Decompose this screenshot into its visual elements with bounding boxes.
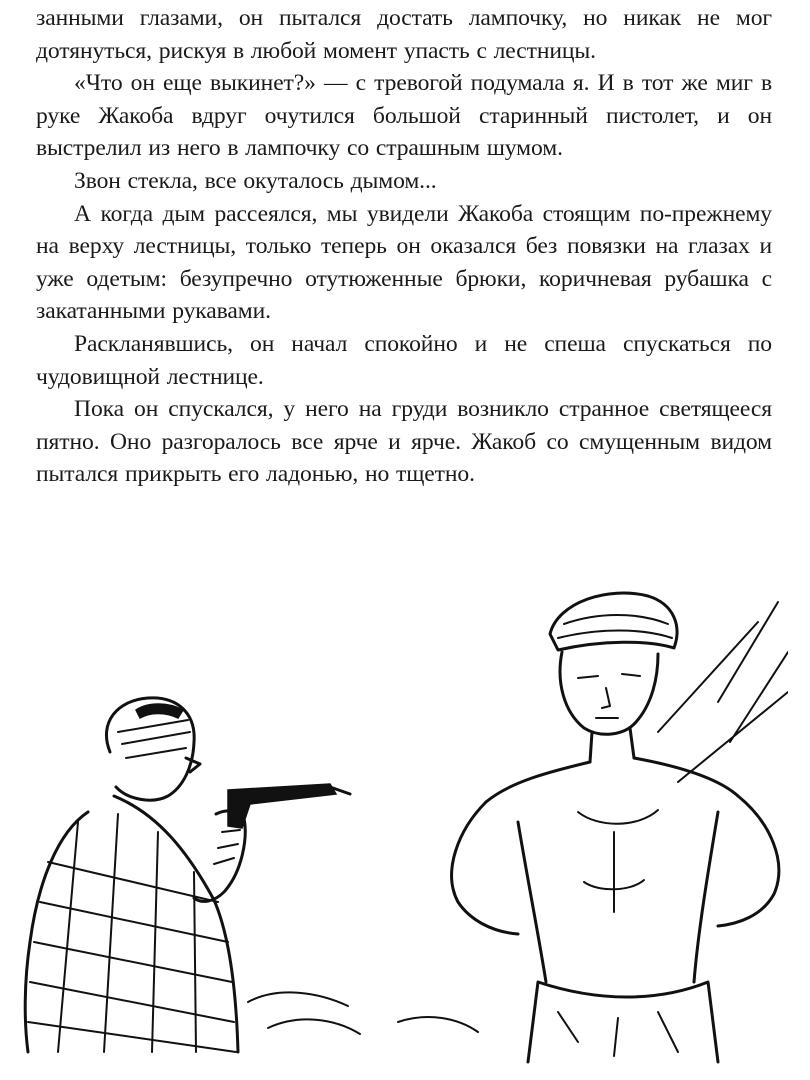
paragraph-2: «Что он еще выкинет?» — с тревогой подумала я. И в тот же миг в руке Жакоба вдруг очутился большой старинный пистолет, и он выстрелил из него в лампочку со страшным шумом. [36,70,772,162]
paragraph-6: Пока он спускался, у него на груди возникло странное светящееся пятно. Оно разгоралось все ярче и ярче. Жакоб со смущенным видом пытался прикрыть его ладонью, но тщетно. [36,396,772,488]
shirtless-young-man [452,593,788,1062]
paragraph-4: А когда дым рассеялся, мы увидели Жакоба стоящим по-прежнему на верху лестницы, только теперь он оказался без повязки на глазах и уже одетым: безупречно отутюженные брюки, коричневая рубашка с закатанными рукавами. [36,200,772,325]
paragraph-1: занными глазами, он пытался достать лампочку, но никак не мог дотянуться, рискуя в любой момент упасть с лестницы. [36,5,772,64]
ground-scribble [248,992,478,1034]
paragraph-5: Раскланявшись, он начал спокойно и не спеша спускаться по чудовищной лестнице. [36,330,772,390]
man-with-pistol [25,698,350,1052]
paragraph-3: Звон стекла, все окуталось дымом... [74,167,437,194]
ink-illustration [18,582,788,1072]
text-column [36,2,772,491]
illustration-svg [18,582,788,1072]
